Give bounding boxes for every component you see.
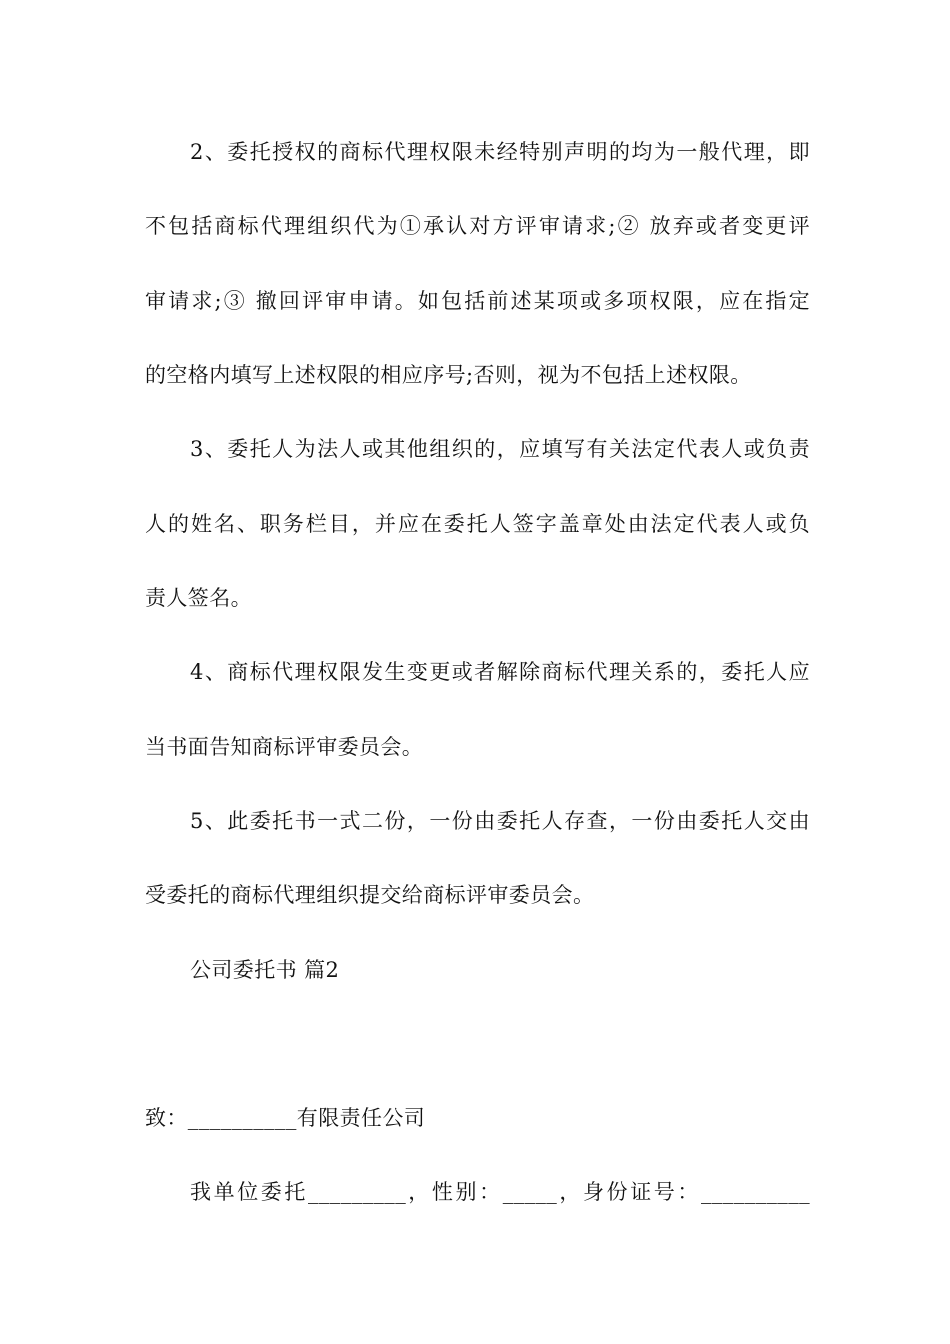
paragraph-3-line-2: 人的姓名、职务栏目，并应在委托人签字盖章处由法定代表人或负: [145, 512, 810, 536]
paragraph-3-line-3: 责人签名。: [145, 586, 252, 610]
paragraph-2-line-2: 不包括商标代理组织代为①承认对方评审请求;② 放弃或者变更评: [145, 214, 810, 238]
paragraph-2-line-3: 审请求;③ 撤回评审申请。如包括前述某项或多项权限，应在指定: [145, 289, 810, 313]
paragraph-5-line-1: 5、此委托书一式二份，一份由委托人存查，一份由委托人交由: [190, 809, 810, 833]
paragraph-4-line-1: 4、商标代理权限发生变更或者解除商标代理关系的，委托人应: [190, 660, 810, 684]
paragraph-2-line-1: 2、委托授权的商标代理权限未经特别声明的均为一般代理，即: [190, 140, 810, 164]
entrustment-line: 我单位委托_________，性别：_____，身份证号：__________: [190, 1180, 810, 1204]
addressee-line: 致：__________有限责任公司: [145, 1106, 426, 1130]
paragraph-2-line-4: 的空格内填写上述权限的相应序号;否则，视为不包括上述权限。: [145, 363, 752, 387]
paragraph-5-line-2: 受委托的商标代理组织提交给商标评审委员会。: [145, 883, 595, 907]
section-heading: 公司委托书 篇2: [190, 958, 340, 982]
paragraph-3-line-1: 3、委托人为法人或其他组织的，应填写有关法定代表人或负责: [190, 437, 810, 461]
paragraph-4-line-2: 当书面告知商标评审委员会。: [145, 735, 424, 759]
